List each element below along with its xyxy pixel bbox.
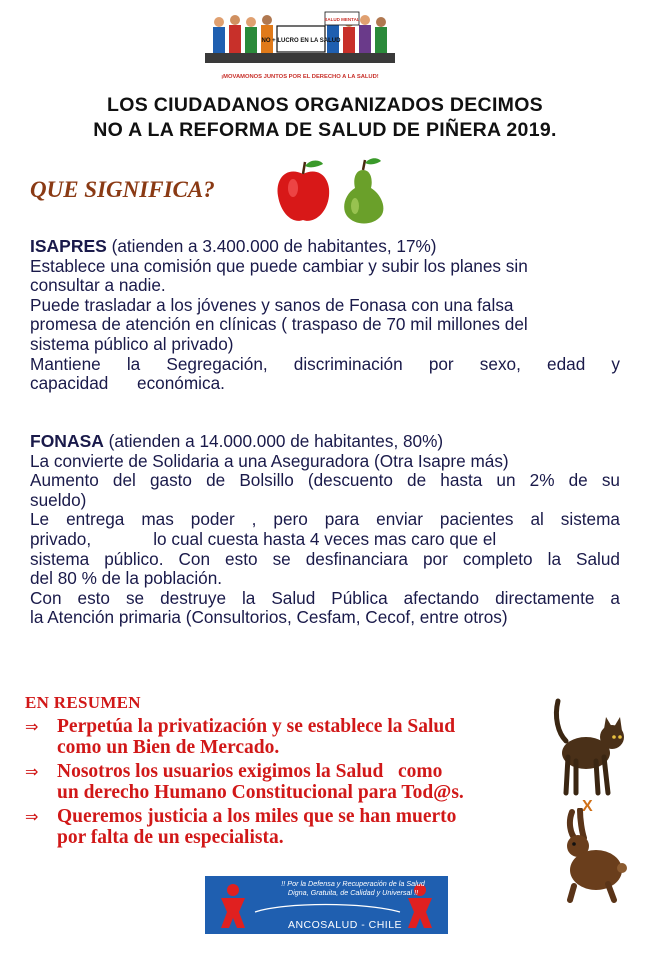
isapres-line: Mantiene la Segregación, discriminación por sexo, edad y bbox=[30, 353, 620, 374]
fonasa-line: sistema público. Con esto se desfinanciara por completo la Salud bbox=[30, 548, 620, 569]
summary-heading: EN RESUMEN bbox=[25, 693, 141, 712]
arrow-icon: ⇒ bbox=[25, 762, 39, 781]
summary-item-line: Nosotros los usuarios exigimos la Salud como bbox=[57, 761, 443, 782]
protest-banner-logo bbox=[205, 8, 395, 86]
isapres-line: consultar a nadie. bbox=[30, 275, 166, 296]
page-title bbox=[0, 93, 650, 143]
summary-item bbox=[25, 716, 545, 758]
fonasa-line: privado, lo cual cuesta hasta 4 veces mas caro que el bbox=[30, 528, 497, 549]
fonasa-line: Le entrega mas poder , pero para enviar pacientes al sistema bbox=[30, 509, 620, 530]
isapres-line: Puede trasladar a los jóvenes y sanos de Fonasa con una falsa bbox=[30, 294, 514, 315]
cat-illustration bbox=[548, 697, 628, 797]
fonasa-line: Con esto se destruye la Salud Pública afectando directamente a bbox=[30, 587, 620, 608]
person-red-icon bbox=[221, 884, 245, 928]
summary-item-line: por falta de un especialista. bbox=[57, 827, 284, 848]
isapres-lead: ISAPRES bbox=[30, 236, 107, 256]
ancosalud-tagline bbox=[263, 880, 443, 897]
summary-item-line: Queremos justicia a los miles que se han muerto bbox=[57, 806, 457, 827]
summary-section bbox=[25, 692, 545, 851]
tagline-line-2: Digna, Gratuita, de Calidad y Universal !! bbox=[287, 887, 419, 897]
arrow-icon: ⇒ bbox=[25, 717, 39, 736]
banner-sign-right: SALUD MENTAL bbox=[324, 17, 360, 22]
isapres-line: Establece una comisión que puede cambiar y subir los planes sin bbox=[30, 255, 528, 276]
fonasa-line: del 80 % de la población. bbox=[30, 568, 223, 589]
isapres-line: capacidad económica. bbox=[30, 373, 225, 394]
x-mark: X bbox=[582, 798, 593, 815]
fonasa-lead-rest: (atienden a 14.000.000 de habitantes, 80%) bbox=[103, 431, 444, 451]
fonasa-line: Aumento del gasto de Bolsillo (descuento de hasta un 2% de su bbox=[30, 470, 620, 491]
arrow-icon: ⇒ bbox=[25, 807, 39, 826]
question-heading: QUE SIGNIFICA? bbox=[30, 177, 215, 202]
summary-item-line: como un Bien de Mercado. bbox=[57, 737, 280, 758]
fonasa-lead: FONASA bbox=[30, 431, 104, 451]
pear-icon bbox=[344, 158, 383, 223]
isapres-line: sistema público al privado) bbox=[30, 333, 234, 354]
title-line-1: LOS CIUDADANOS ORGANIZADOS DECIMOS bbox=[107, 94, 543, 116]
rabbit-illustration bbox=[548, 808, 628, 903]
fonasa-section bbox=[30, 432, 620, 628]
summary-item-line: un derecho Humano Constitucional para Tod@s. bbox=[57, 782, 464, 803]
apple-icon bbox=[278, 161, 330, 221]
isapres-section bbox=[30, 237, 620, 394]
apple-pear-illustration bbox=[275, 156, 390, 228]
tagline-line-1: !! Por la Defensa y Recuperación de la Salud bbox=[281, 879, 425, 888]
summary-item bbox=[25, 761, 545, 803]
isapres-line: promesa de atención en clínicas ( traspaso de 70 mil millones del bbox=[30, 314, 528, 335]
title-line-2: NO A LA REFORMA DE SALUD DE PIÑERA 2019. bbox=[93, 119, 557, 141]
banner-slogan: ¡MOVAMONOS JUNTOS POR EL DERECHO A LA SALUD! bbox=[221, 74, 379, 80]
isapres-lead-rest: (atienden a 3.400.000 de habitantes, 17%) bbox=[106, 236, 437, 256]
banner-sign-left: NO + LUCRO EN LA SALUD bbox=[261, 38, 341, 44]
ancosalud-name: ANCOSALUD - CHILE bbox=[287, 919, 403, 931]
fonasa-line: sueldo) bbox=[30, 489, 87, 510]
summary-item bbox=[25, 806, 545, 848]
summary-item-line: Perpetúa la privatización y se establece la Salud bbox=[57, 716, 456, 737]
fonasa-line: La convierte de Solidaria a una Aseguradora (Otra Isapre más) bbox=[30, 450, 509, 471]
fonasa-line: la Atención primaria (Consultorios, Cesfam, Cecof, entre otros) bbox=[30, 607, 508, 628]
